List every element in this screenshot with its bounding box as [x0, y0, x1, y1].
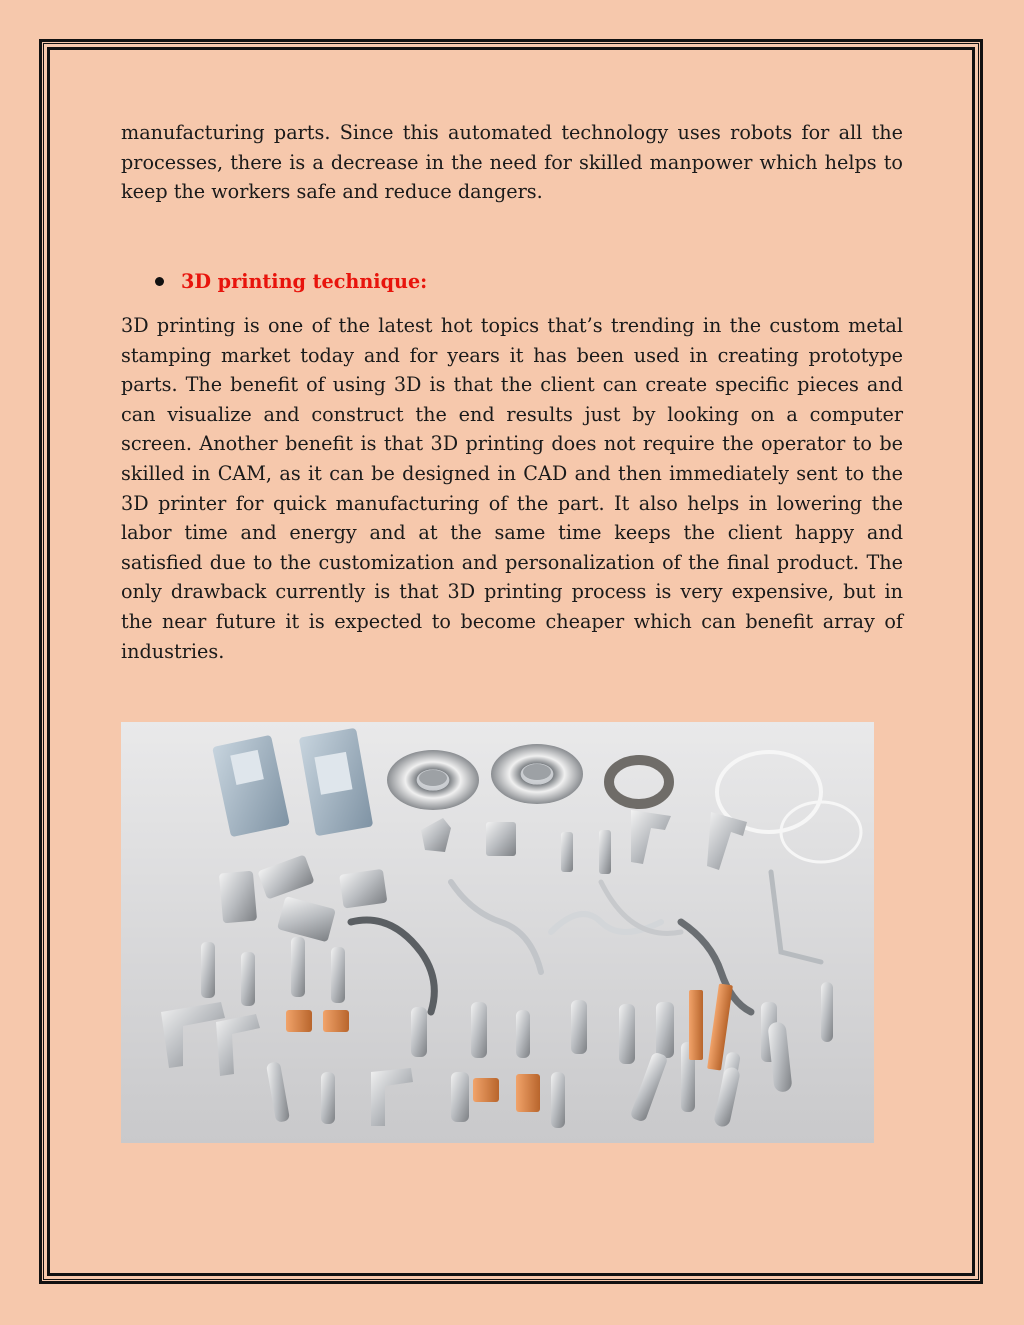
washer-1	[387, 750, 479, 810]
intro-section	[121, 118, 903, 207]
section-paragraph: 3D printing is one of the latest hot topics that’s trending in the custom metal stamping market today and for years it has been used in creating prototype parts. The benefit of using 3D is that the client can create specific pieces and can visualize and construct the end results just by looking on a computer screen. Another benefit is that 3D printing does not require the operator to be skilled in CAM, as it can be designed in CAD and then immediately sent to the 3D printer for quick manufacturing of the part. It also helps in lowering the labor time and energy and at the same time keeps the client happy and satisfied due to the customization and personalization of the final product. The only drawback currently is that 3D printing process is very expensive, but in the near future it is expected to become cheaper which can benefit array of industries.	[121, 314, 903, 663]
bullet-icon	[155, 277, 164, 286]
section-heading-row	[121, 266, 903, 298]
metal-parts-photo	[121, 722, 874, 1143]
section-heading: 3D printing technique:	[181, 270, 428, 293]
section-body	[121, 311, 903, 666]
metal-parts-illustration	[121, 722, 874, 1143]
intro-paragraph: manufacturing parts. Since this automated technology uses robots for all the processes, there is a decrease in the need for skilled manpower which helps to keep the workers safe and reduce dangers.	[121, 121, 903, 204]
washer-2	[491, 744, 583, 804]
